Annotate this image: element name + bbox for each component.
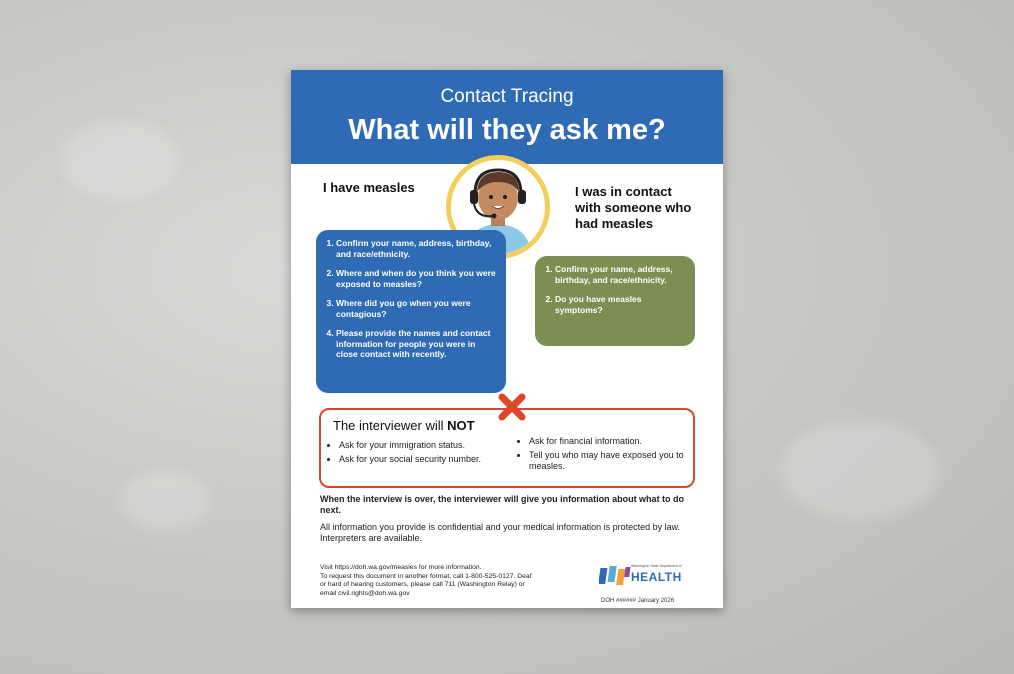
list-item: 4. Please provide the names and contact information for people you were in close contact with recently.: [336, 328, 496, 360]
contact-questions-box: [535, 256, 695, 346]
list-item: 1. Confirm your name, address, birthday, and race/ethnicity.: [555, 264, 685, 285]
list-item: 3. Where did you go when you were contagious?: [336, 298, 496, 319]
poster-header: [291, 70, 723, 164]
not-list-right: [515, 436, 709, 475]
logo-agency-text: Washington State Department of: [631, 564, 682, 568]
right-heading: I was in contact with someone who had measles: [575, 184, 692, 231]
list-item: 1. Confirm your name, address, birthday, and race/ethnicity.: [336, 238, 496, 259]
not-list-left: [325, 440, 529, 468]
list-item: • Ask for financial information.: [529, 436, 709, 447]
poster: [291, 70, 723, 608]
list-item: • Ask for your immigration status.: [339, 440, 529, 451]
list-item: 2. Where and when do you think you were exposed to measles?: [336, 268, 496, 289]
logo-health-text: HEALTH: [631, 570, 682, 584]
poster-subtitle: Contact Tracing: [440, 86, 574, 107]
list-item: • Tell you who may have exposed you to measles.: [529, 450, 709, 472]
document-id: DOH ###### January 2026: [601, 598, 675, 604]
confidential-text: All information you provide is confidential and your medical information is protected by law. Interpreters are available.: [320, 522, 681, 543]
not-box-title: The interviewer will NOT: [333, 418, 475, 433]
infected-questions-box: [316, 230, 506, 393]
wall-texture: [120, 470, 210, 530]
footer-info: Visit https://doh.wa.gov/measles for more information. To request this document in another format, call 1-800-525-0127. Deaf or hard of hearing customers, please call 711 (Washington Relay) or email civil.rights@doh.wa.gov: [320, 564, 532, 597]
poster-title: What will they ask me?: [348, 114, 666, 146]
left-heading: I have measles: [323, 180, 415, 195]
wall-texture: [780, 420, 940, 520]
list-item: • Ask for your social security number.: [339, 454, 529, 465]
red-x-icon: [497, 392, 527, 422]
list-item: 2. Do you have measles symptoms?: [555, 294, 685, 315]
wall-texture: [60, 120, 180, 200]
after-interview-text: When the interview is over, the interviewer will give you information about what to do next.: [320, 494, 685, 515]
